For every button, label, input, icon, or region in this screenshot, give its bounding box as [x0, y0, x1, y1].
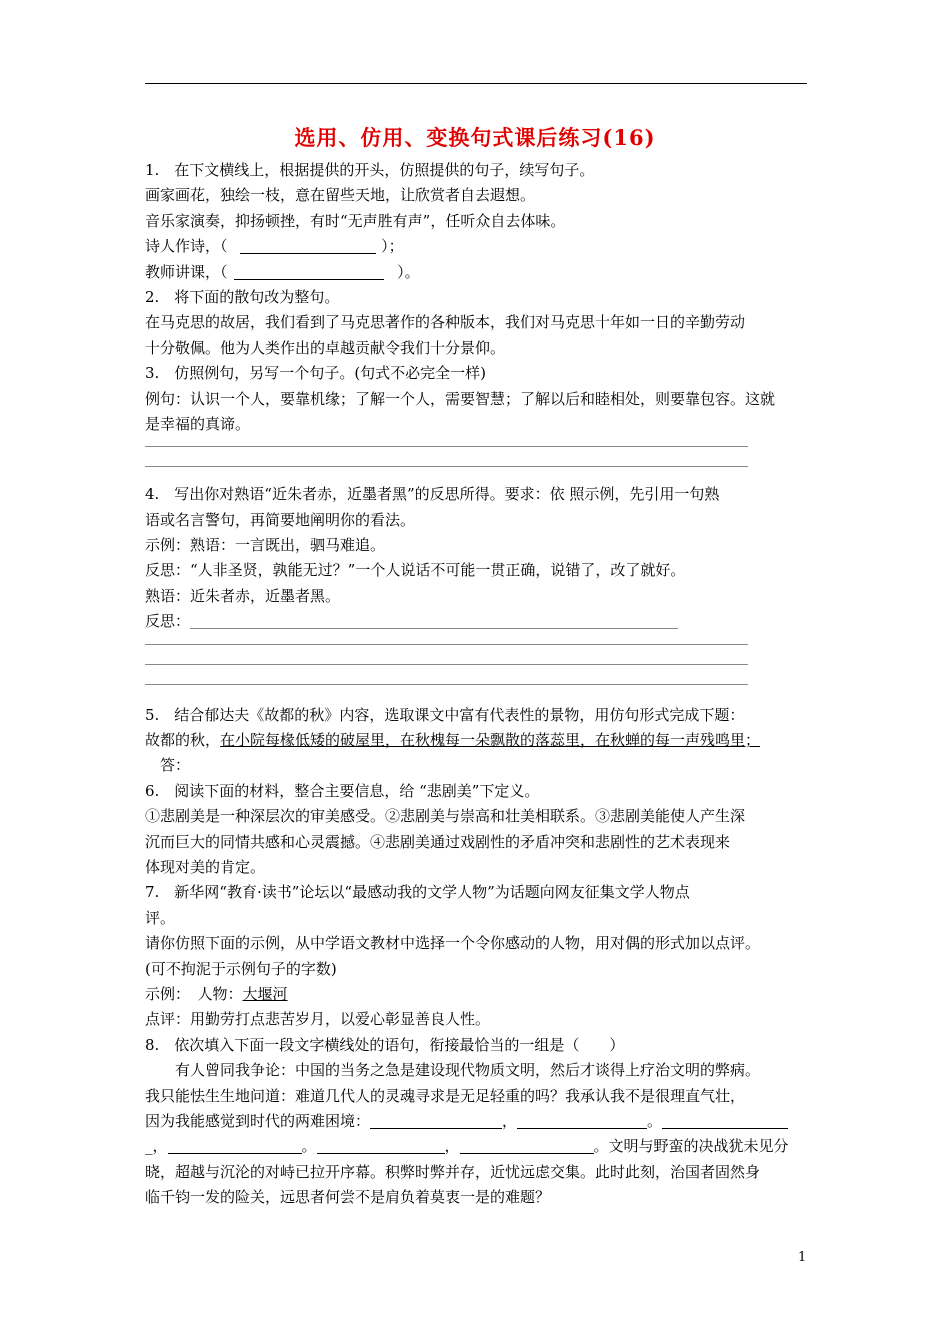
answer-blank[interactable]	[517, 1111, 647, 1129]
q6-prompt: 6. 阅读下面的材料，整合主要信息，给 “悲剧美”下定义。	[145, 781, 540, 800]
q7-prompt: 评。	[145, 908, 176, 927]
q4-prompt: 4. 写出你对熟语“近朱者赤，近墨者黑”的反思所得。要求：依 照示例，先引用一句熟	[145, 485, 720, 504]
answer-blank[interactable]	[460, 1136, 594, 1154]
period: 。	[301, 1137, 317, 1156]
underscore-lead: _	[145, 1137, 153, 1156]
q8-line: 晓，超越与沉沦的对峙已拉开序幕。积弊时弊并存，近忧远虑交集。此时此刻，治国者固然身	[145, 1162, 761, 1181]
q4-idiom: 熟语：近朱者赤，近墨者黑。	[145, 586, 341, 605]
q3-line: 例句：认识一个人，要靠机缘；了解一个人，需要智慧；了解以后和睦相处，则要靠包容。这就	[145, 389, 776, 408]
q3-line: 是幸福的真谛。	[145, 414, 251, 433]
q1-teacher-line	[145, 260, 825, 285]
q6-line: 沉而巨大的同情共感和心灵震撼。④悲剧美通过戏剧性的矛盾冲突和悲剧性的艺术表现来	[145, 832, 731, 851]
q8-line-blanks	[145, 1134, 825, 1159]
q5-answer-label: 答：	[160, 756, 191, 775]
q5-prompt: 5. 结合郁达夫《故都的秋》内容，选取课文中富有代表性的景物，用仿句形式完成下题：	[145, 705, 745, 724]
answer-blank[interactable]	[168, 1136, 302, 1154]
q7-line: 请你仿照下面的示例，从中学语文教材中选择一个令你感动的人物，用对偶的形式加以点评。	[145, 934, 761, 953]
comma: ，	[502, 1111, 518, 1130]
q8-line: 临千钧一发的险关，远思者何尝不是肩负着莫衷一是的难题？	[145, 1188, 551, 1207]
q8-prompt: 8. 依次填入下面一段文字横线处的语句，衔接最恰当的一组是（ ）	[145, 1035, 625, 1054]
answer-blank[interactable]	[190, 611, 678, 629]
q7-line: (可不拘泥于示例句子的字数)	[145, 959, 337, 978]
q4-reflection: 反思：“人非圣贤，孰能无过？”一个人说话不可能一贯正确，说错了，改了就好。	[145, 561, 686, 580]
document-body	[145, 158, 825, 1210]
page-number: 1	[798, 1250, 807, 1265]
page-title: 选用、仿用、变换句式课后练习(16)	[294, 125, 656, 150]
comma: ，	[152, 1137, 168, 1156]
q8-line3-start: 因为我能感觉到时代的两难困境：	[145, 1111, 371, 1130]
answer-line[interactable]	[145, 437, 825, 457]
q4-prompt: 语或名言警句，再简要地阐明你的看法。	[145, 510, 416, 529]
q8-line: 有人曾同我争论：中国的当务之急是建设现代物质文明，然后才谈得上疗治文明的弊病。	[175, 1061, 761, 1080]
q7-prompt: 7. 新华网“教育·读书”论坛以“最感动我的文学人物”为话题向网友征集文学人物点	[145, 883, 690, 902]
q1-teacher-start: 教师讲课，（	[145, 262, 228, 281]
q6-line: 体现对美的肯定。	[145, 857, 266, 876]
q1-prompt: 1. 在下文横线上，根据提供的开头，仿照提供的句子，续写句子。	[145, 161, 595, 179]
q5-sentence	[145, 728, 825, 753]
q1-poet-line	[145, 234, 825, 259]
comma: ，	[444, 1137, 460, 1156]
q2-line: 在马克思的故居，我们看到了马克思著作的各种版本，我们对马克思十年如一日的辛勤劳动	[145, 313, 746, 332]
q5-underlined: 在小院每椽低矮的破屋里，在秋槐每一朵飘散的落蕊里，在秋蝉的每一声残鸣里；	[220, 731, 761, 750]
answer-line[interactable]	[145, 635, 825, 655]
period: 。	[647, 1111, 663, 1130]
q2-line: 十分敬佩。他为人类作出的卓越贡献令我们十分景仰。	[145, 338, 506, 357]
answer-line[interactable]	[145, 457, 825, 477]
q8-line4-end: 。文明与野蛮的决战犹未见分	[593, 1137, 789, 1156]
answer-blank[interactable]	[317, 1136, 445, 1154]
q7-comment: 点评：用勤劳打点悲苦岁月，以爱心彰显善良人性。	[145, 1010, 491, 1029]
q7-person: 大堰河	[242, 984, 288, 1003]
q8-line-blanks	[145, 1109, 825, 1134]
q1-teacher-end: ）。	[397, 262, 420, 281]
header-rule	[145, 83, 807, 84]
q4-example: 示例：熟语：一言既出，驷马难追。	[145, 536, 386, 555]
q1-line: 音乐家演奏，抑扬顿挫，有时“无声胜有声”，任听众自去体味。	[145, 211, 566, 230]
q2-prompt: 2. 将下面的散句改为整句。	[145, 287, 340, 306]
q1-poet-start: 诗人作诗，（	[145, 237, 228, 256]
answer-blank[interactable]	[662, 1111, 788, 1129]
q4-reflection-line	[145, 609, 825, 634]
q5-lead: 故都的秋，	[145, 731, 221, 750]
q7-example-label: 示例： 人物：	[145, 984, 243, 1003]
answer-line[interactable]	[145, 675, 825, 695]
q1-line: 画家画花，独绘一枝，意在留些天地，让欣赏者自去遐想。	[145, 186, 536, 205]
answer-blank[interactable]	[240, 236, 376, 254]
answer-blank[interactable]	[234, 262, 384, 280]
q1-poet-end: ）；	[381, 237, 404, 256]
answer-blank[interactable]	[370, 1111, 502, 1129]
answer-line[interactable]	[145, 655, 825, 675]
q4-reflection-label: 反思：	[145, 612, 191, 631]
q6-line: ①悲剧美是一种深层次的审美感受。②悲剧美与崇高和壮美相联系。③悲剧美能使人产生深	[145, 807, 746, 826]
q7-example	[145, 982, 825, 1007]
q3-prompt: 3. 仿照例句，另写一个句子。(句式不必完全一样)	[145, 364, 487, 383]
q8-line: 我只能怯生生地问道：难道几代人的灵魂寻求是无足轻重的吗？我承认我不是很理直气壮，	[145, 1086, 746, 1105]
